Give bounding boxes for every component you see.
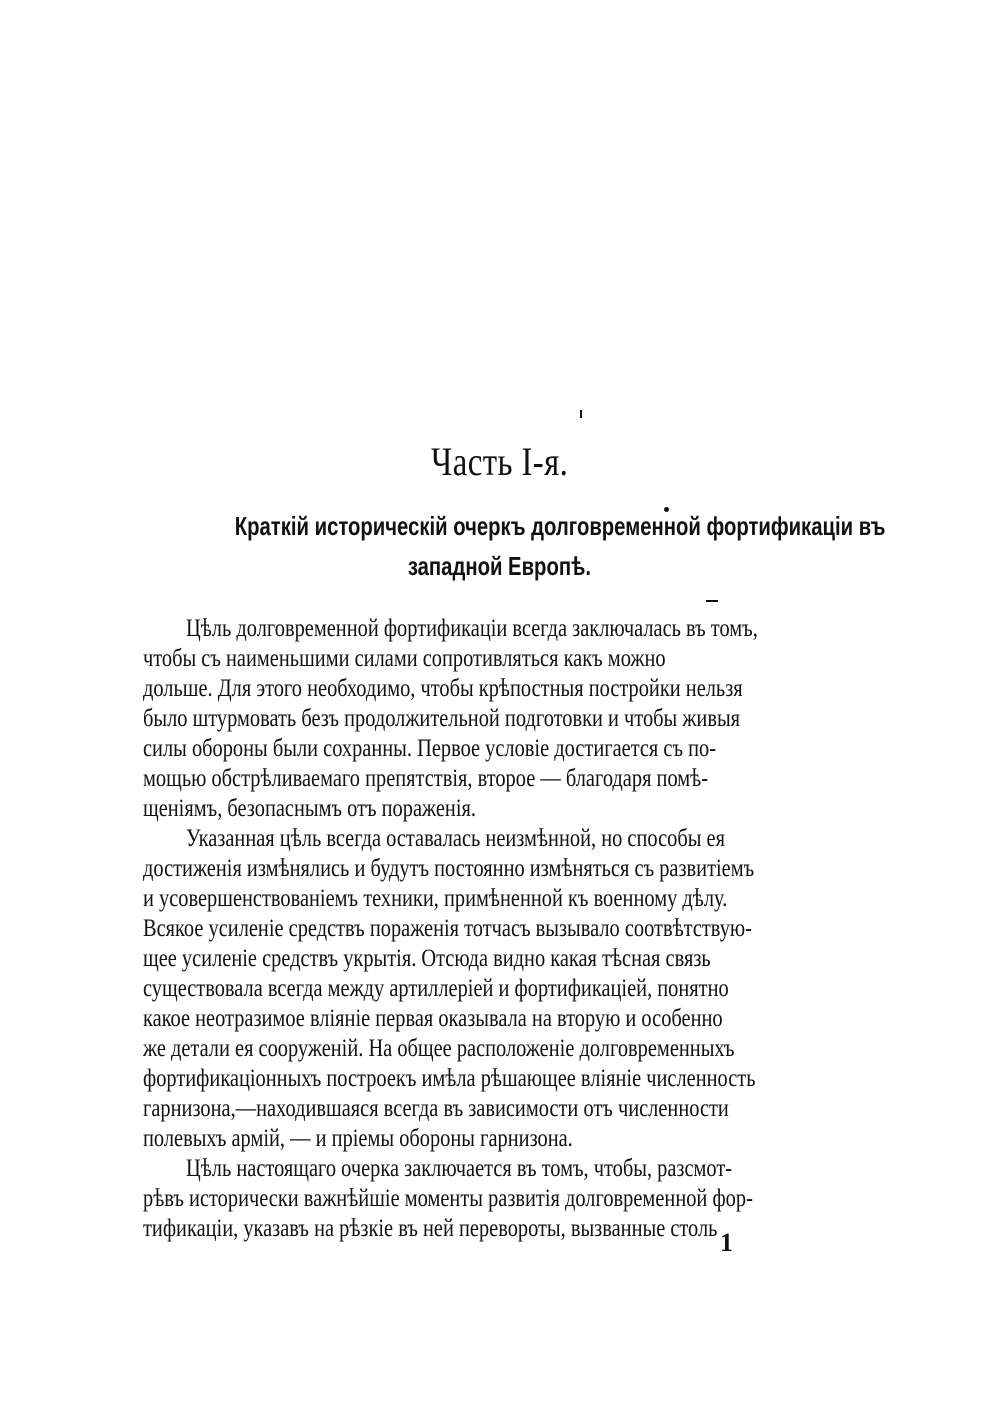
stray-mark: [580, 410, 582, 418]
paragraph-1-line: щеніямъ, безопаснымъ отъ пораженія.: [143, 793, 476, 822]
paragraph-1-line: дольше. Для этого необходимо, чтобы крѣпостныя постройки нельзя: [143, 673, 743, 702]
paragraph-2-line: же детали ея сооруженій. На общее расположеніе долговременныхъ: [143, 1033, 735, 1062]
paragraph-2-line: и усовершенствованіемъ техники, примѣненной къ военному дѣлу.: [143, 883, 728, 912]
paragraph-1-line: чтобы съ наименьшими силами сопротивляться какъ можно: [143, 643, 666, 672]
chapter-title-line-1: Краткій историческій очеркъ долговременной фортификаціи въ: [234, 511, 886, 541]
chapter-title-line-2: западной Европѣ.: [407, 551, 591, 581]
paragraph-3-line: тификаціи, указавъ на рѣзкіе въ ней перевороты, вызванные столь: [143, 1213, 718, 1242]
paragraph-2-line: какое неотразимое вліяніе первая оказывала на вторую и особенно: [143, 1003, 723, 1032]
paragraph-3-line: Цѣль настоящаго очерка заключается въ томъ, чтобы, разсмот-: [186, 1153, 733, 1182]
part-heading: Часть I-я.: [431, 439, 569, 484]
stray-dash: [706, 600, 718, 602]
paragraph-2-line: достиженія измѣнялись и будутъ постоянно измѣняться съ развитіемъ: [143, 853, 755, 882]
paragraph-2-line: существовала всегда между артиллеріей и фортификаціей, понятно: [143, 973, 729, 1002]
paragraph-1-line: Цѣль долговременной фортификаціи всегда заключалась въ томъ,: [186, 613, 758, 642]
paragraph-2-line: щее усиленіе средствъ укрытія. Отсюда видно какая тѣсная связь: [143, 943, 711, 972]
paragraph-1-line: было штурмовать безъ продолжительной подготовки и чтобы живыя: [143, 703, 741, 732]
page-number: 1: [720, 1228, 733, 1257]
paragraph-1-line: силы обороны были сохранны. Первое условіе достигается съ по-: [143, 733, 717, 762]
paragraph-2-line: Всякое усиленіе средствъ пораженія тотчасъ вызывало соотвѣтствую-: [143, 913, 752, 942]
paragraph-2-line: Указанная цѣль всегда оставалась неизмѣнной, но способы ея: [186, 823, 725, 852]
paragraph-2-line: полевыхъ армій, — и пріемы обороны гарнизона.: [143, 1123, 573, 1152]
paragraph-1-line: мощью обстрѣливаемаго препятствія, второе — благодаря помѣ-: [143, 763, 709, 792]
paragraph-2-line: фортификаціонныхъ построекъ имѣла рѣшающее вліяніе численность: [143, 1063, 756, 1092]
paragraph-3-line: рѣвъ исторически важнѣйшіе моменты развитія долговременной фор-: [143, 1183, 753, 1212]
paragraph-2-line: гарнизона,—находившаяся всегда въ зависимости отъ численности: [143, 1093, 729, 1122]
